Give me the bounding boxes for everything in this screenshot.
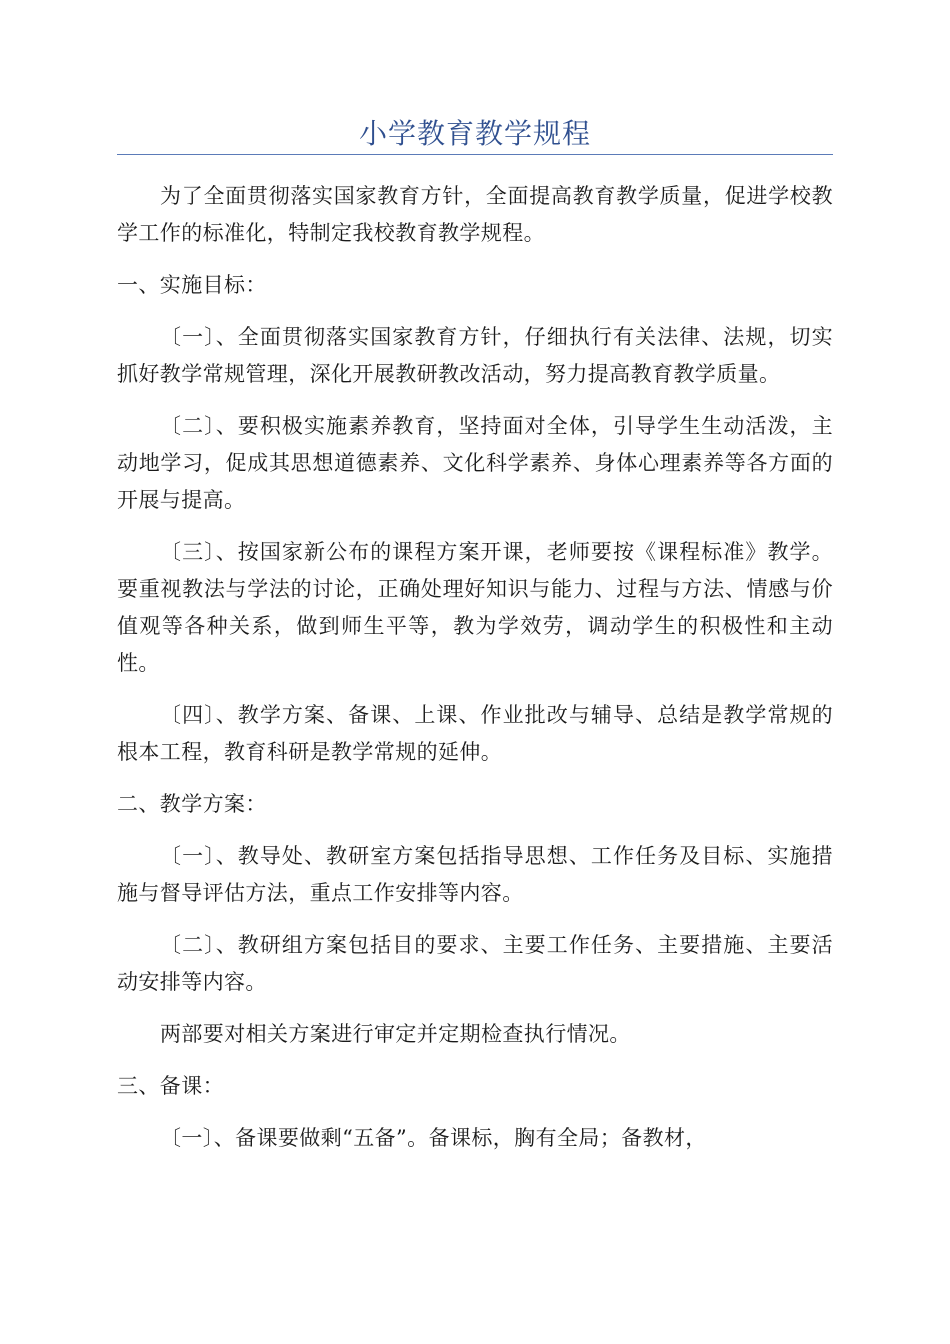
intro-paragraph: 为了全面贯彻落实国家教育方针，全面提高教育教学质量，促进学校教学工作的标准化，特制定我校教育教学规程。: [117, 184, 833, 245]
document-title: 小学教育教学规程: [358, 117, 591, 150]
plans-note: 两部要对相关方案进行审定并定期检查执行情况。: [160, 1022, 631, 1046]
section-heading-plans: 二、教学方案：: [117, 792, 267, 816]
goals-item-4: 〔四〕、教学方案、备课、上课、作业批改与辅导、总结是教学常规的根本工程，教育科研是教学常规的延伸。: [117, 703, 833, 764]
document-body: [117, 178, 833, 1172]
section-heading-lesson-prep: 三、备课：: [117, 1074, 224, 1098]
goals-item-2: 〔二〕、要积极实施素养教育，坚持面对全体，引导学生生动活泼，主动地学习，促成其思想道德素养、文化科学素养、身体心理素养等各方面的开展与提高。: [117, 414, 833, 512]
title-underline: [117, 154, 833, 155]
plans-item-1: 〔一〕、教导处、教研室方案包括指导思想、工作任务及目标、实施措施与督导评估方法，重点工作安排等内容。: [117, 844, 833, 905]
plans-item-2: 〔二〕、教研组方案包括目的要求、主要工作任务、主要措施、主要活动安排等内容。: [117, 933, 833, 994]
goals-item-1: 〔一〕、全面贯彻落实国家教育方针，仔细执行有关法律、法规，切实抓好教学常规管理，深化开展教研教改活动，努力提高教育教学质量。: [117, 325, 833, 386]
lesson-prep-item-1: 〔一〕、备课要做剩“五备”。备课标，胸有全局；备教材，: [160, 1126, 707, 1150]
goals-item-3: 〔三〕、按国家新公布的课程方案开课，老师要按《课程标准》教学。要重视教法与学法的讨论，正确处理好知识与能力、过程与方法、情感与价值观等各种关系，做到师生平等，教为学效劳，调动学生的积极性和主动性。: [117, 540, 833, 675]
section-heading-goals: 一、实施目标：: [117, 273, 267, 297]
